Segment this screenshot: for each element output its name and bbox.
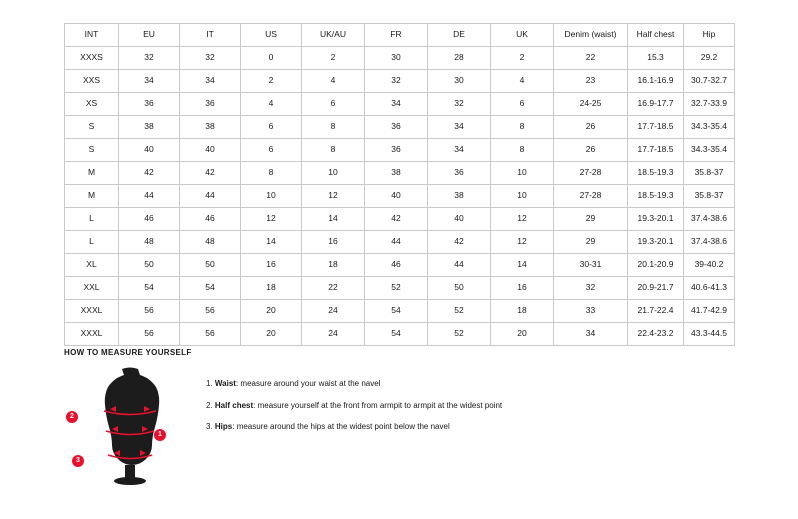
cell-fr: 44 [365, 231, 428, 254]
cell-uk: 18 [491, 300, 554, 323]
cell-half-chest: 16.9-17.7 [628, 93, 684, 116]
cell-ukau: 24 [302, 300, 365, 323]
cell-uk: 12 [491, 231, 554, 254]
cell-uk: 10 [491, 162, 554, 185]
cell-eu: 44 [119, 185, 180, 208]
column-header-hip: Hip [684, 24, 735, 47]
cell-fr: 34 [365, 93, 428, 116]
how-to-measure-section [64, 348, 744, 492]
cell-us: 12 [241, 208, 302, 231]
cell-us: 4 [241, 93, 302, 116]
cell-half-chest: 15.3 [628, 47, 684, 70]
cell-de: 52 [428, 323, 491, 346]
cell-it: 54 [180, 277, 241, 300]
cell-de: 40 [428, 208, 491, 231]
cell-fr: 54 [365, 300, 428, 323]
table-row [65, 185, 735, 208]
how-to-measure-title: HOW TO MEASURE YOURSELF [64, 348, 192, 357]
cell-hip: 40.6-41.3 [684, 277, 735, 300]
cell-uk: 12 [491, 208, 554, 231]
cell-hip: 29.2 [684, 47, 735, 70]
step-label-hips: Hips [214, 422, 233, 432]
column-header-de: DE [428, 24, 491, 47]
cell-de: 52 [428, 300, 491, 323]
cell-int: XL [65, 254, 119, 277]
cell-ukau: 22 [302, 277, 365, 300]
measure-step-waist [206, 379, 502, 389]
cell-uk: 8 [491, 116, 554, 139]
cell-denim: 26 [554, 116, 628, 139]
cell-eu: 42 [119, 162, 180, 185]
bullet-marker-1: 1 [154, 429, 166, 441]
cell-int: M [65, 185, 119, 208]
column-header-uk: UK [491, 24, 554, 47]
table-row [65, 323, 735, 346]
cell-us: 0 [241, 47, 302, 70]
column-header-it: IT [180, 24, 241, 47]
cell-fr: 36 [365, 139, 428, 162]
cell-denim: 34 [554, 323, 628, 346]
cell-ukau: 10 [302, 162, 365, 185]
cell-hip: 32.7-33.9 [684, 93, 735, 116]
step-number-3: 3. [206, 422, 215, 432]
cell-it: 48 [180, 231, 241, 254]
cell-ukau: 4 [302, 70, 365, 93]
cell-it: 36 [180, 93, 241, 116]
cell-half-chest: 18.5-19.3 [628, 162, 684, 185]
cell-eu: 56 [119, 300, 180, 323]
cell-fr: 46 [365, 254, 428, 277]
cell-half-chest: 17.7-18.5 [628, 116, 684, 139]
cell-uk: 6 [491, 93, 554, 116]
cell-ukau: 24 [302, 323, 365, 346]
column-header-ukau: UK/AU [302, 24, 365, 47]
cell-fr: 54 [365, 323, 428, 346]
cell-hip: 34.3-35.4 [684, 116, 735, 139]
measure-step-hips [206, 422, 502, 432]
table-row [65, 231, 735, 254]
step-label-waist: Waist [214, 379, 236, 388]
cell-int: XXL [65, 277, 119, 300]
cell-eu: 36 [119, 93, 180, 116]
cell-denim: 26 [554, 139, 628, 162]
cell-de: 50 [428, 277, 491, 300]
cell-fr: 40 [365, 185, 428, 208]
column-header-us: US [241, 24, 302, 47]
how-to-measure-body [64, 367, 744, 492]
cell-uk: 10 [491, 185, 554, 208]
cell-int: XXS [65, 70, 119, 93]
cell-ukau: 12 [302, 185, 365, 208]
table-row [65, 93, 735, 116]
cell-half-chest: 17.7-18.5 [628, 139, 684, 162]
cell-ukau: 6 [302, 93, 365, 116]
column-header-int: INT [65, 24, 119, 47]
cell-uk: 8 [491, 139, 554, 162]
cell-de: 42 [428, 231, 491, 254]
table-row [65, 254, 735, 277]
size-table [64, 23, 735, 346]
cell-hip: 37.4-38.6 [684, 231, 735, 254]
cell-hip: 34.3-35.4 [684, 139, 735, 162]
step-number-2: 2. [206, 400, 215, 410]
cell-hip: 35.8-37 [684, 162, 735, 185]
cell-eu: 50 [119, 254, 180, 277]
cell-int: S [65, 116, 119, 139]
table-row [65, 208, 735, 231]
table-row [65, 70, 735, 93]
cell-hip: 30.7-32.7 [684, 70, 735, 93]
cell-denim: 24-25 [554, 93, 628, 116]
measure-step-half-chest [206, 401, 502, 411]
cell-de: 28 [428, 47, 491, 70]
step-text-waist: : measure around your waist at the navel [235, 379, 381, 388]
column-header-fr: FR [365, 24, 428, 47]
cell-denim: 27-28 [554, 162, 628, 185]
cell-fr: 36 [365, 116, 428, 139]
cell-ukau: 2 [302, 47, 365, 70]
cell-int: S [65, 139, 119, 162]
cell-denim: 33 [554, 300, 628, 323]
cell-ukau: 18 [302, 254, 365, 277]
table-row [65, 116, 735, 139]
size-table-body [65, 47, 735, 346]
cell-it: 34 [180, 70, 241, 93]
cell-us: 6 [241, 139, 302, 162]
cell-int: XXXS [65, 47, 119, 70]
cell-fr: 30 [365, 47, 428, 70]
cell-half-chest: 21.7-22.4 [628, 300, 684, 323]
cell-denim: 30-31 [554, 254, 628, 277]
cell-it: 46 [180, 208, 241, 231]
cell-us: 20 [241, 323, 302, 346]
cell-denim: 22 [554, 47, 628, 70]
cell-int: L [65, 208, 119, 231]
cell-fr: 38 [365, 162, 428, 185]
cell-de: 34 [428, 116, 491, 139]
cell-it: 42 [180, 162, 241, 185]
cell-uk: 20 [491, 323, 554, 346]
cell-it: 56 [180, 300, 241, 323]
cell-eu: 32 [119, 47, 180, 70]
cell-it: 40 [180, 139, 241, 162]
table-row [65, 47, 735, 70]
cell-half-chest: 22.4-23.2 [628, 323, 684, 346]
cell-half-chest: 20.9-21.7 [628, 277, 684, 300]
size-table-container [64, 23, 734, 346]
cell-us: 8 [241, 162, 302, 185]
cell-fr: 42 [365, 208, 428, 231]
step-label-half-chest: Half chest [214, 400, 254, 410]
cell-int: XS [65, 93, 119, 116]
cell-uk: 2 [491, 47, 554, 70]
cell-eu: 48 [119, 231, 180, 254]
bullet-marker-3: 3 [72, 455, 84, 467]
cell-fr: 32 [365, 70, 428, 93]
column-header-eu: EU [119, 24, 180, 47]
cell-it: 56 [180, 323, 241, 346]
cell-hip: 39-40.2 [684, 254, 735, 277]
table-row [65, 139, 735, 162]
cell-denim: 29 [554, 231, 628, 254]
cell-int: XXXL [65, 300, 119, 323]
cell-half-chest: 20.1-20.9 [628, 254, 684, 277]
cell-hip: 35.8-37 [684, 185, 735, 208]
cell-it: 44 [180, 185, 241, 208]
cell-eu: 38 [119, 116, 180, 139]
cell-half-chest: 19.3-20.1 [628, 208, 684, 231]
table-row [65, 300, 735, 323]
cell-us: 16 [241, 254, 302, 277]
cell-ukau: 8 [302, 139, 365, 162]
cell-ukau: 8 [302, 116, 365, 139]
column-header-denim-waist: Denim (waist) [554, 24, 628, 47]
cell-de: 32 [428, 93, 491, 116]
cell-de: 44 [428, 254, 491, 277]
cell-uk: 4 [491, 70, 554, 93]
cell-uk: 14 [491, 254, 554, 277]
cell-half-chest: 19.3-20.1 [628, 231, 684, 254]
cell-de: 30 [428, 70, 491, 93]
cell-hip: 41.7-42.9 [684, 300, 735, 323]
cell-denim: 32 [554, 277, 628, 300]
cell-us: 20 [241, 300, 302, 323]
cell-eu: 54 [119, 277, 180, 300]
table-row [65, 162, 735, 185]
cell-denim: 23 [554, 70, 628, 93]
bullet-marker-2: 2 [66, 411, 78, 423]
cell-ukau: 16 [302, 231, 365, 254]
step-text-hips: : measure around the hips at the widest point below the navel [232, 422, 450, 432]
measure-steps-list [206, 367, 502, 444]
cell-de: 38 [428, 185, 491, 208]
cell-de: 36 [428, 162, 491, 185]
cell-us: 10 [241, 185, 302, 208]
cell-de: 34 [428, 139, 491, 162]
cell-half-chest: 18.5-19.3 [628, 185, 684, 208]
cell-it: 32 [180, 47, 241, 70]
cell-half-chest: 16.1-16.9 [628, 70, 684, 93]
cell-us: 2 [241, 70, 302, 93]
column-header-half-chest: Half chest [628, 24, 684, 47]
table-row [65, 277, 735, 300]
cell-eu: 40 [119, 139, 180, 162]
cell-eu: 34 [119, 70, 180, 93]
cell-int: XXXL [65, 323, 119, 346]
cell-it: 50 [180, 254, 241, 277]
step-text-half-chest: : measure yourself at the front from armpit to armpit at the widest point [253, 400, 503, 410]
cell-it: 38 [180, 116, 241, 139]
mannequin-figure [64, 367, 194, 492]
cell-uk: 16 [491, 277, 554, 300]
cell-hip: 37.4-38.6 [684, 208, 735, 231]
cell-hip: 43.3-44.5 [684, 323, 735, 346]
cell-denim: 27-28 [554, 185, 628, 208]
cell-int: M [65, 162, 119, 185]
cell-us: 6 [241, 116, 302, 139]
cell-fr: 52 [365, 277, 428, 300]
cell-int: L [65, 231, 119, 254]
cell-ukau: 14 [302, 208, 365, 231]
cell-eu: 46 [119, 208, 180, 231]
cell-us: 18 [241, 277, 302, 300]
cell-eu: 56 [119, 323, 180, 346]
table-header-row [65, 24, 735, 47]
step-number-1: 1. [206, 379, 215, 388]
cell-denim: 29 [554, 208, 628, 231]
cell-us: 14 [241, 231, 302, 254]
